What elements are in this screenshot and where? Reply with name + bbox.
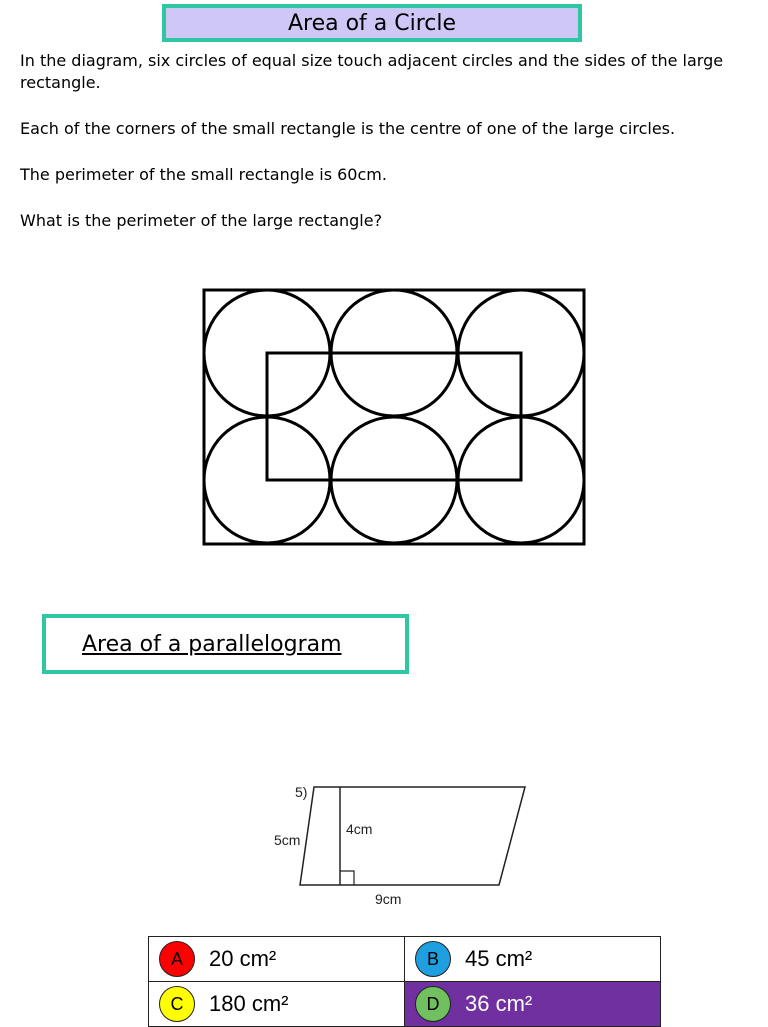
height-label: 4cm <box>346 821 373 837</box>
problem-text <box>20 50 740 256</box>
problem-paragraph: The perimeter of the small rectangle is 60cm. <box>20 165 387 184</box>
section-title: Area of a parallelogram <box>82 631 342 657</box>
option-text: 180 cm² <box>209 991 289 1016</box>
base-label: 9cm <box>375 891 402 907</box>
option-badge: A <box>159 941 195 977</box>
option-text: 45 cm² <box>465 946 533 971</box>
option-badge: C <box>159 986 195 1022</box>
option-text: 20 cm² <box>209 946 277 971</box>
problem-question: What is the perimeter of the large rectangle? <box>20 211 383 230</box>
parallelogram-diagram <box>270 775 540 915</box>
answer-option-d[interactable] <box>405 982 661 1027</box>
option-badge: D <box>415 986 451 1022</box>
section-title-box <box>42 614 409 674</box>
problem-paragraph: In the diagram, six circles of equal size touch adjacent circles and the sides of the large rectangle. <box>20 51 724 92</box>
option-badge: B <box>415 941 451 977</box>
side-label: 5cm <box>274 832 301 848</box>
option-text: 36 cm² <box>465 991 533 1016</box>
answer-options <box>148 936 661 1027</box>
right-angle-marker <box>340 871 354 885</box>
answer-option-b[interactable] <box>405 937 661 982</box>
section-title-box <box>162 4 582 42</box>
answer-option-a[interactable] <box>149 937 405 982</box>
answer-option-c[interactable] <box>149 982 405 1027</box>
circles-rectangle-diagram <box>200 286 590 548</box>
question-number: 5) <box>295 784 308 800</box>
problem-paragraph: Each of the corners of the small rectangle is the centre of one of the large circles. <box>20 119 676 138</box>
section-title: Area of a Circle <box>287 10 457 36</box>
parallelogram <box>300 787 525 885</box>
